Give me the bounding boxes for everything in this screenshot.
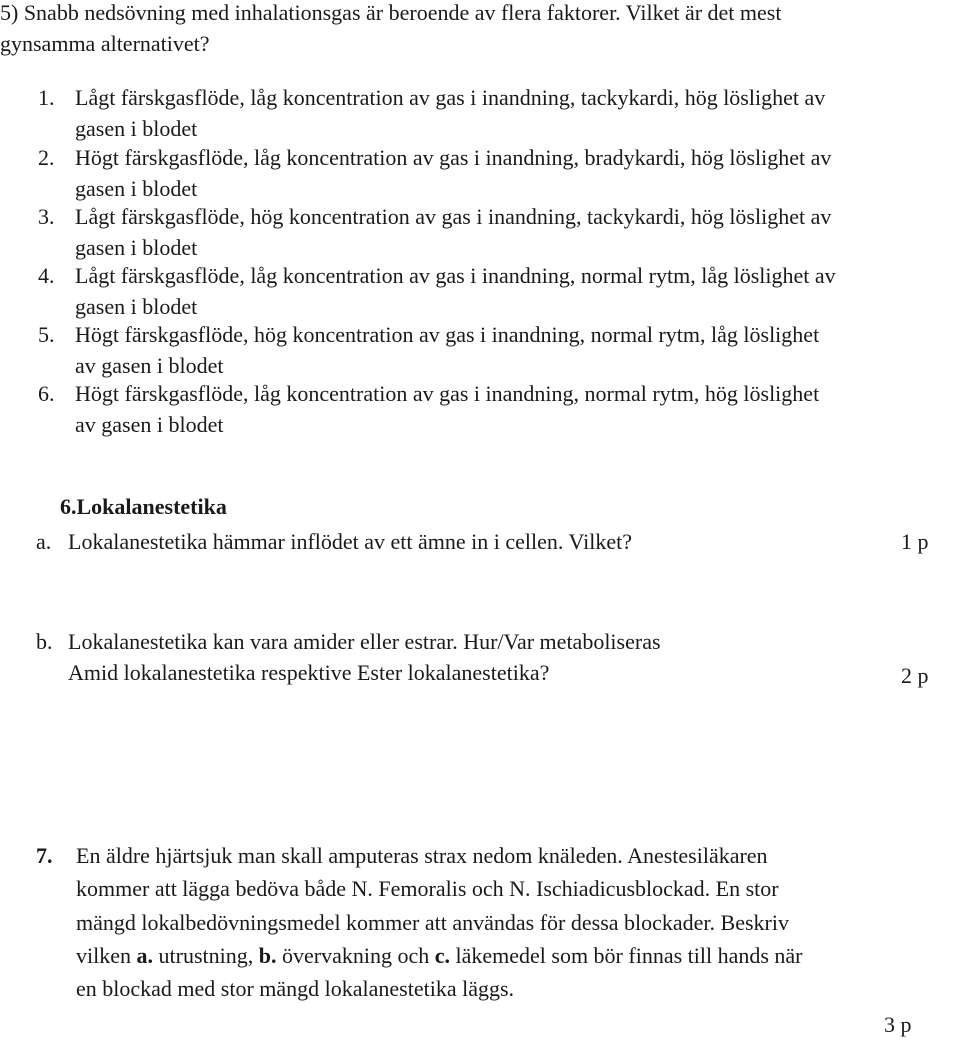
option-6-text: Högt färskgasflöde, låg koncentration av gas i inandning, normal rytm, hög löslighet av gasen i blodet [75,381,820,437]
question-6b-label: b. [36,629,53,654]
question-6a-text: Lokalanestetika hämmar inflödet av ett ämne in i cellen. Vilket? [68,529,632,554]
option-6-number: 6. [38,381,55,406]
question-6a-points: 1 p [901,529,929,554]
option-1-number: 1. [38,85,55,110]
option-5-text: Högt färskgasflöde, hög koncentration av gas i inandning, normal rytm, låg löslighet av gasen i blodet [75,322,820,378]
question-6b-text: Lokalanestetika kan vara amider eller estrar. Hur/Var metaboliseras Amid lokalanestetika respektive Ester lokalanestetika? [68,629,661,685]
question-6a-label: a. [36,529,52,554]
option-4-number: 4. [38,263,55,288]
subpart-c-label: c. [434,942,450,968]
subpart-b-label: b. [258,942,277,968]
question-7-line-4: vilken a. utrustning, b. övervakning och c. läkemedel som bör finnas till hands när [76,942,803,968]
option-5-number: 5. [38,322,55,347]
question-5-prompt [0,0,781,59]
option-3-number: 3. [38,204,55,229]
option-2-text: Högt färskgasflöde, låg koncentration av gas i inandning, bradykardi, hög löslighet av gasen i blodet [75,145,832,201]
subpart-a-label: a. [136,942,153,968]
question-7-number: 7. [36,843,53,868]
option-1-text: Lågt färskgasflöde, låg koncentration av gas i inandning, tackykardi, hög löslighet av gasen i blodet [75,85,826,141]
section-6-heading: 6.Lokalanestetika [60,494,227,519]
question-5-prompt-line-1: 5) Snabb nedsövning med inhalationsgas är beroende av flera faktorer. Vilket är det mest [0,0,782,25]
question-5-prompt-line-2: gynsamma alternativet? [0,31,210,56]
question-7-points: 3 p [884,1012,912,1037]
question-6b-points: 2 p [901,663,929,688]
question-7-text: En äldre hjärtsjuk man skall amputeras strax nedom knäleden. Anestesiläkaren kommer att lägga bedöva både N. Femoralis och N. Ischiadicusblockad. En stor mängd lokalbedövningsmedel kommer att användas för dessa blockader. Beskriv vilken a. utrustning, b. övervakning och c. läkemedel som bör finnas till hands när en blockad med stor mängd lokalanestetika läggs. [76,843,803,1002]
option-4-text: Lågt färskgasflöde, låg koncentration av gas i inandning, normal rytm, låg löslighet av gasen i blodet [75,263,836,319]
option-3-text: Lågt färskgasflöde, hög koncentration av gas i inandning, tackykardi, hög löslighet av gasen i blodet [75,204,832,260]
option-2-number: 2. [38,145,55,170]
